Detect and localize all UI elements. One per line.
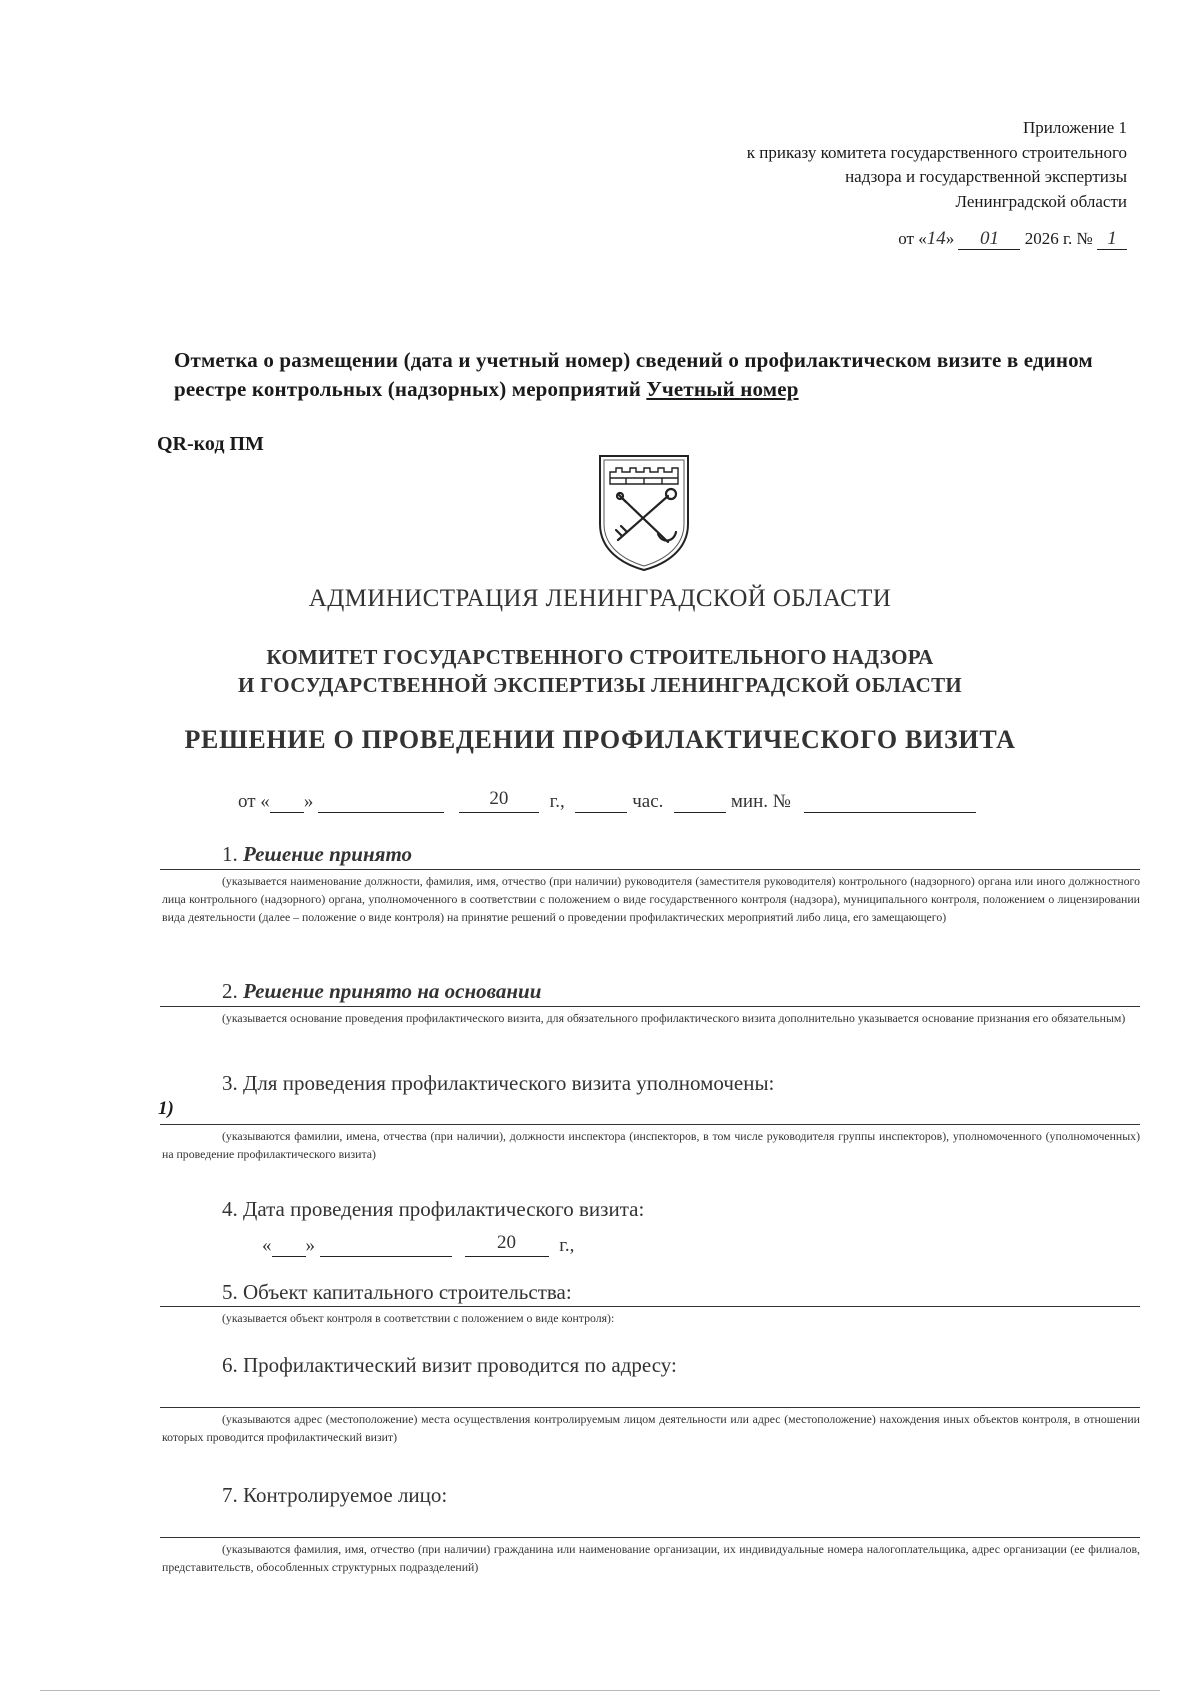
section-2-number: 2. bbox=[222, 979, 238, 1003]
section-1-note-text: (указывается наименование должности, фамилия, имя, отчество (при наличии) руководителя (заместителя руководителя) контрольного (надзорного) органа или иного должностного лица контрольного (надзорного) органа, уполномоченного в соответствии с положением о виде государственного контроля (надзора), муниципального контроля, положением о лицензировании вида деятельности (далее – положение о виде контроля) на принятие решений о проведении профилактических мероприятий либо лица, его замещающего) bbox=[162, 874, 1140, 924]
decision-day-field[interactable] bbox=[270, 788, 304, 813]
section-1-heading: Решение принято bbox=[243, 842, 413, 866]
section-1-note bbox=[162, 872, 1140, 926]
section-2-field-line[interactable] bbox=[160, 1006, 1140, 1007]
decision-minutes-field[interactable] bbox=[674, 788, 726, 813]
page-bottom-edge bbox=[40, 1690, 1160, 1691]
order-month-field bbox=[958, 228, 1020, 250]
qr-code-label: QR-код ПМ bbox=[157, 433, 264, 455]
section-3-title: 3. Для проведения профилактического визита уполномочены: bbox=[222, 1071, 775, 1095]
section-1-title bbox=[222, 842, 412, 867]
decision-month-field[interactable] bbox=[318, 788, 444, 813]
decision-minutes-label: мин. № bbox=[730, 791, 791, 812]
section-2-heading: Решение принято на основании bbox=[243, 979, 542, 1003]
section-2-title bbox=[222, 979, 541, 1004]
committee-title bbox=[0, 643, 1200, 699]
section-5-title: 5. Объект капитального строительства: bbox=[222, 1280, 572, 1304]
decision-hours-label: час. bbox=[632, 791, 664, 812]
appendix-line-3: надзора и государственной экспертизы bbox=[845, 167, 1127, 186]
appendix-line-1: Приложение 1 bbox=[1023, 118, 1127, 137]
visit-day-field[interactable] bbox=[272, 1232, 306, 1257]
section-5-note-text: (указывается объект контроля в соответствии с положением о виде контроля): bbox=[222, 1311, 615, 1325]
visit-month-field[interactable] bbox=[320, 1232, 452, 1257]
order-prefix: от « bbox=[898, 229, 927, 248]
decision-year-suffix: г., bbox=[549, 791, 565, 812]
visit-date-open-quote: « bbox=[262, 1235, 272, 1256]
section-1-number: 1. bbox=[222, 842, 238, 866]
decision-hours-field[interactable] bbox=[575, 788, 627, 813]
decision-date-quote-close: » bbox=[303, 791, 314, 812]
section-3-item-1: 1) bbox=[158, 1098, 174, 1119]
appendix-header bbox=[747, 116, 1127, 214]
order-number-field bbox=[1097, 228, 1127, 250]
order-number: 1 bbox=[1107, 228, 1117, 249]
committee-line-2: И ГОСУДАРСТВЕННОЙ ЭКСПЕРТИЗЫ ЛЕНИНГРАДСКОЙ ОБЛАСТИ bbox=[237, 673, 963, 697]
section-3-field-line[interactable] bbox=[160, 1124, 1140, 1125]
section-3-note-text: (указываются фамилии, имена, отчества (при наличии), должности инспектора (инспекторов, в том числе руководителя группы инспекторов), уполномоченного (уполномоченных) на проведение профилактического визита) bbox=[162, 1129, 1140, 1161]
section-6-note-text: (указываются адрес (местоположение) места осуществления контролируемым лицом деятельности или адрес (местоположение) нахождения иных объектов контроля, в отношении которых проводится профилактический визит) bbox=[162, 1412, 1140, 1444]
order-date-line bbox=[898, 228, 1127, 250]
order-quote-close: » bbox=[945, 229, 955, 248]
committee-line-1: КОМИТЕТ ГОСУДАРСТВЕННОГО СТРОИТЕЛЬНОГО НАДЗОРА bbox=[266, 645, 934, 669]
section-2-note bbox=[162, 1009, 1140, 1027]
section-7-title: 7. Контролируемое лицо: bbox=[222, 1483, 448, 1507]
section-6-title: 6. Профилактический визит проводится по адресу: bbox=[222, 1353, 677, 1377]
section-5-note bbox=[162, 1309, 1140, 1327]
section-7-note bbox=[162, 1540, 1140, 1576]
section-6-note bbox=[162, 1410, 1140, 1446]
administration-title: АДМИНИСТРАЦИЯ ЛЕНИНГРАДСКОЙ ОБЛАСТИ bbox=[308, 585, 892, 612]
appendix-line-2: к приказу комитета государственного строительного bbox=[746, 142, 1127, 162]
account-number-label: Учетный номер bbox=[646, 377, 799, 401]
section-6-field-line[interactable] bbox=[160, 1407, 1140, 1408]
appendix-line-4: Ленинградской области bbox=[955, 191, 1127, 211]
order-year-text: 2026 г. № bbox=[1024, 229, 1093, 248]
order-month: 01 bbox=[979, 228, 999, 249]
decision-title: РЕШЕНИЕ О ПРОВЕДЕНИИ ПРОФИЛАКТИЧЕСКОГО ВИЗИТА bbox=[184, 725, 1016, 754]
visit-date-line bbox=[262, 1232, 574, 1257]
section-7-note-text: (указываются фамилия, имя, отчество (при наличии) гражданина или наименование организации, их индивидуальные номера налогоплательщика, адрес организации (ее филиалов, представительств, обособленных структурных подразделений) bbox=[162, 1542, 1140, 1574]
decision-date-prefix: от « bbox=[238, 791, 270, 812]
visit-year-suffix: г., bbox=[559, 1235, 575, 1256]
registry-mark-note bbox=[174, 346, 1164, 404]
visit-date-close-quote: » bbox=[305, 1235, 315, 1256]
section-2-note-text: (указывается основание проведения профилактического визита, для обязательного профилактического визита дополнительно указывается основание признания его обязательным) bbox=[222, 1011, 1126, 1025]
decision-century: 20 bbox=[489, 788, 509, 809]
visit-century: 20 bbox=[497, 1232, 516, 1253]
decision-number-field[interactable] bbox=[804, 788, 976, 813]
section-4-title: 4. Дата проведения профилактического визита: bbox=[222, 1197, 645, 1221]
visit-year-field[interactable] bbox=[465, 1232, 549, 1257]
section-1-field-line[interactable] bbox=[160, 869, 1140, 870]
coat-of-arms-icon bbox=[596, 452, 692, 572]
section-7-field-line[interactable] bbox=[160, 1537, 1140, 1538]
registry-mark-text: Отметка о размещении (дата и учетный номер) сведений о профилактическом визите в едином реестре контрольных (надзорных) мероприятий bbox=[174, 348, 1093, 401]
section-5-field-line[interactable] bbox=[160, 1306, 1140, 1307]
order-day: 14 bbox=[926, 228, 946, 249]
decision-date-line bbox=[238, 788, 976, 813]
decision-year-field[interactable] bbox=[459, 788, 539, 813]
section-3-note bbox=[162, 1127, 1140, 1163]
